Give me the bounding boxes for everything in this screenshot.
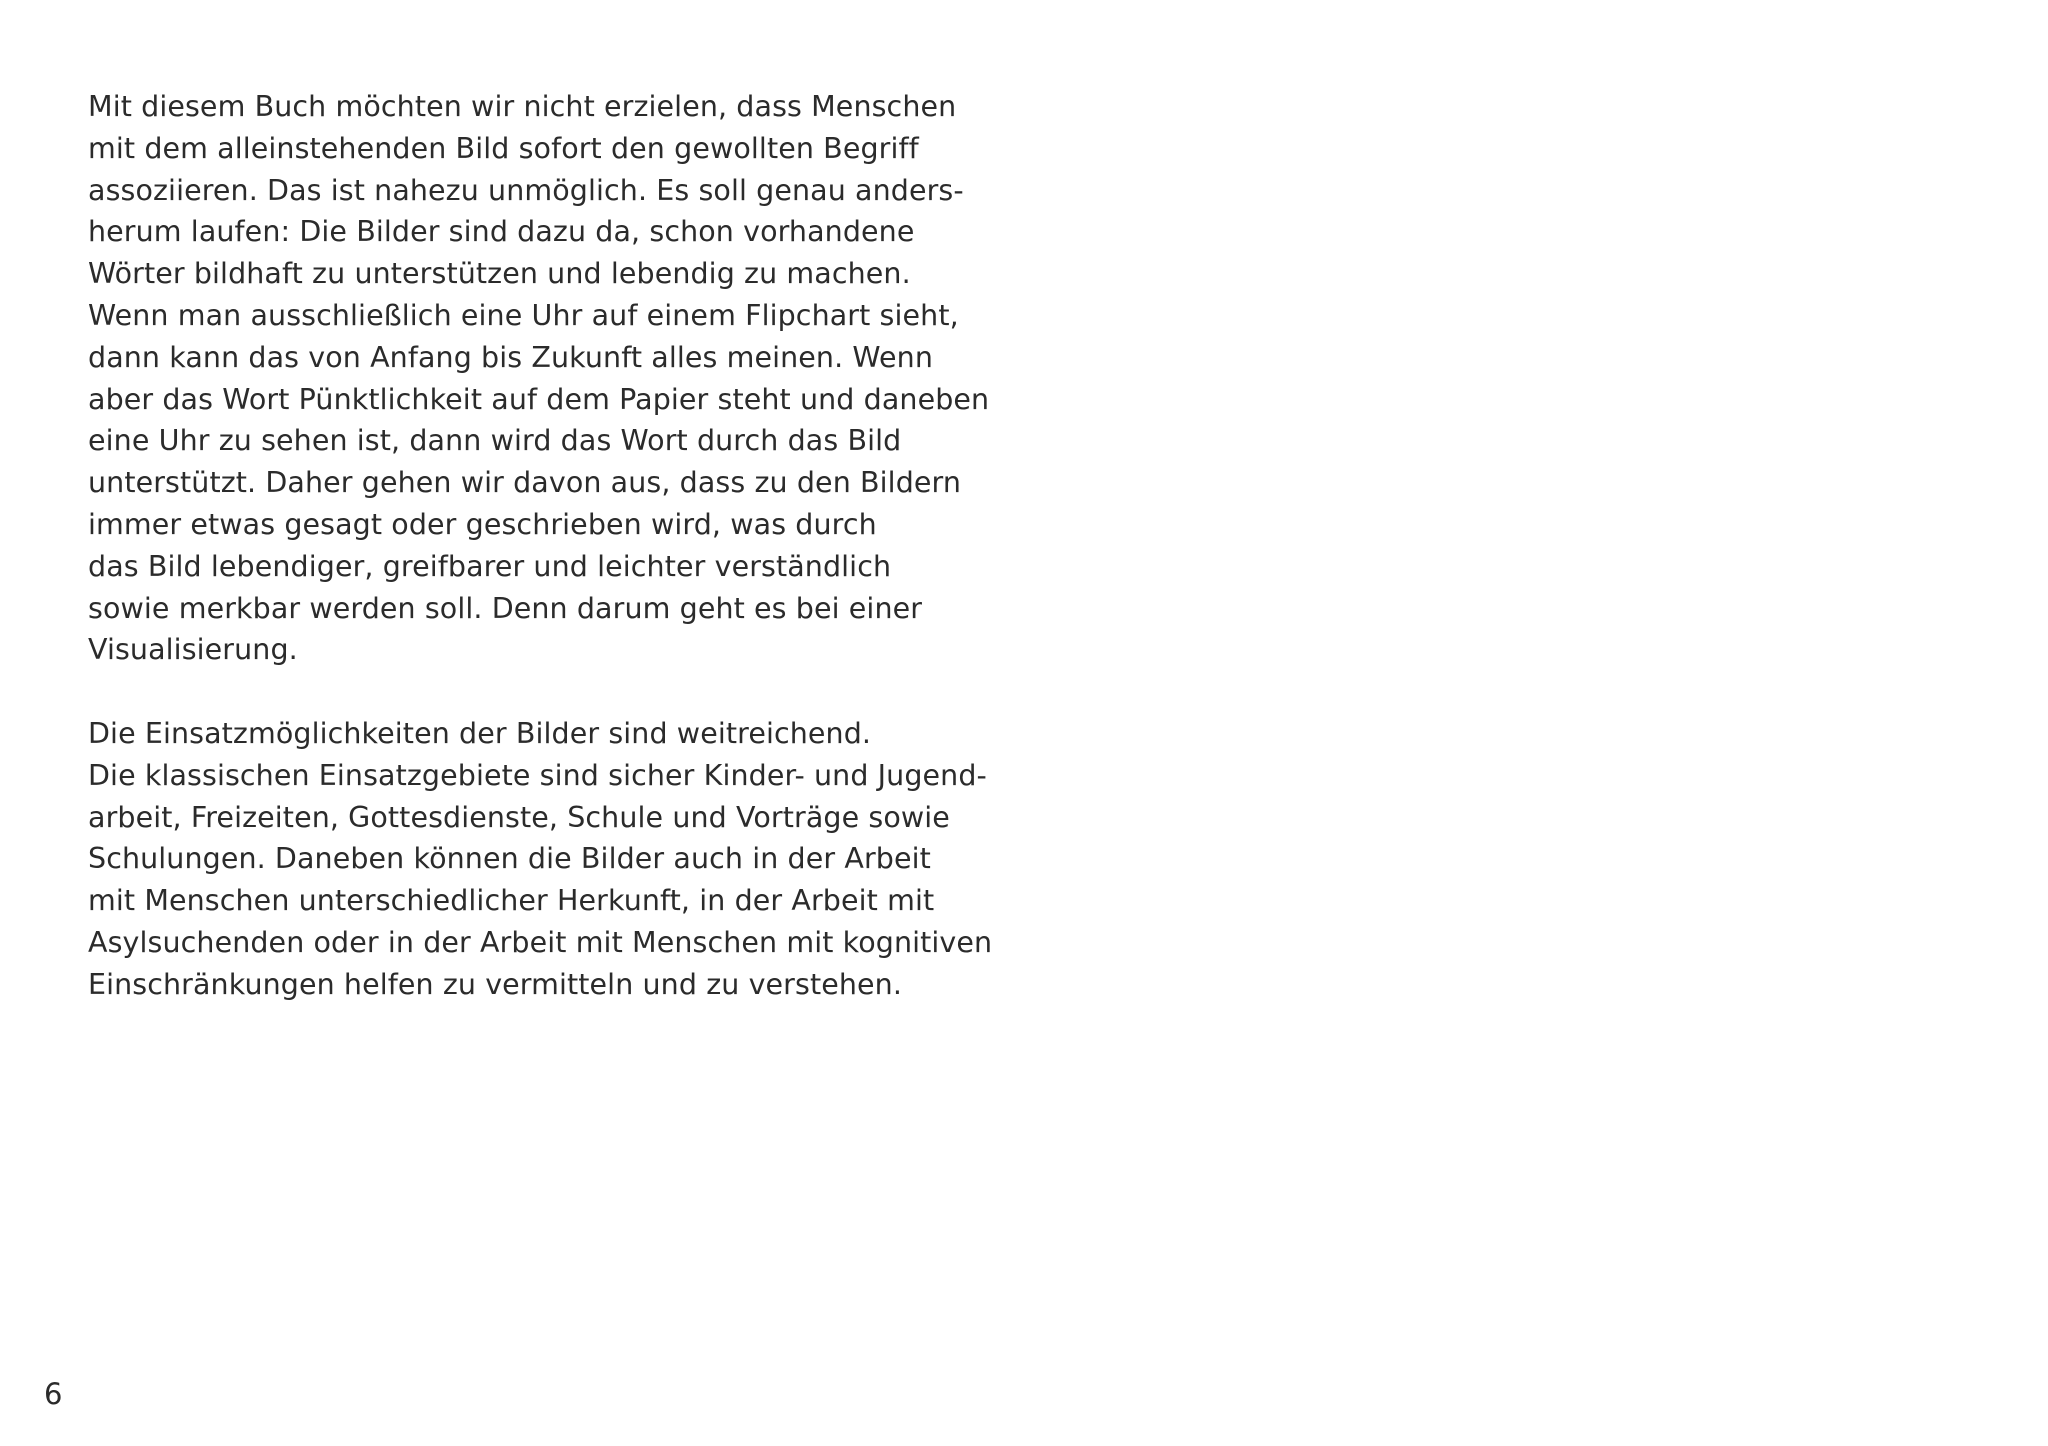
text-line: Die Einsatzmöglichkeiten der Bilder sind weitreichend. <box>88 716 872 750</box>
text-line: mit Menschen unterschiedlicher Herkunft, in der Arbeit mit <box>88 884 935 918</box>
text-line: unterstützt. Daher gehen wir davon aus, dass zu den Bildern <box>88 466 962 500</box>
text-line: sowie merkbar werden soll. Denn darum geht es bei einer <box>88 591 923 625</box>
text-line: Schulungen. Daneben können die Bilder auch in der Arbeit <box>88 842 931 876</box>
text-line: Mit diesem Buch möchten wir nicht erzielen, dass Menschen <box>88 90 957 123</box>
text-line: mit dem alleinstehenden Bild sofort den gewollten Begriff <box>88 131 919 165</box>
text-line: assoziieren. Das ist nahezu unmöglich. Es soll genau anders- <box>88 173 964 207</box>
page-number: 6 <box>44 1377 63 1411</box>
text-line: herum laufen: Die Bilder sind dazu da, schon vorhandene <box>88 215 915 249</box>
text-line: immer etwas gesagt oder geschrieben wird, was durch <box>88 507 877 541</box>
paragraph-2 <box>88 713 1008 1006</box>
paragraph-1 <box>88 86 1008 671</box>
text-line: dann kann das von Anfang bis Zukunft alles meinen. Wenn <box>88 340 933 374</box>
text-line: arbeit, Freizeiten, Gottesdienste, Schule und Vorträge sowie <box>88 800 950 834</box>
body-text <box>88 86 1008 1006</box>
text-line: Wenn man ausschließlich eine Uhr auf einem Flipchart sieht, <box>88 298 959 332</box>
text-line: Die klassischen Einsatzgebiete sind sicher Kinder- und Jugend- <box>88 758 987 792</box>
text-line: Asylsuchenden oder in der Arbeit mit Menschen mit kognitiven <box>88 925 993 959</box>
text-line: das Bild lebendiger, greifbarer und leichter verständlich <box>88 549 892 583</box>
text-line: Wörter bildhaft zu unterstützen und lebendig zu machen. <box>88 257 911 291</box>
text-line: Einschränkungen helfen zu vermitteln und zu verstehen. <box>88 967 902 1001</box>
text-line: eine Uhr zu sehen ist, dann wird das Wort durch das Bild <box>88 424 902 458</box>
text-line: aber das Wort Pünktlichkeit auf dem Papier steht und daneben <box>88 382 990 416</box>
text-line: Visualisierung. <box>88 633 298 667</box>
